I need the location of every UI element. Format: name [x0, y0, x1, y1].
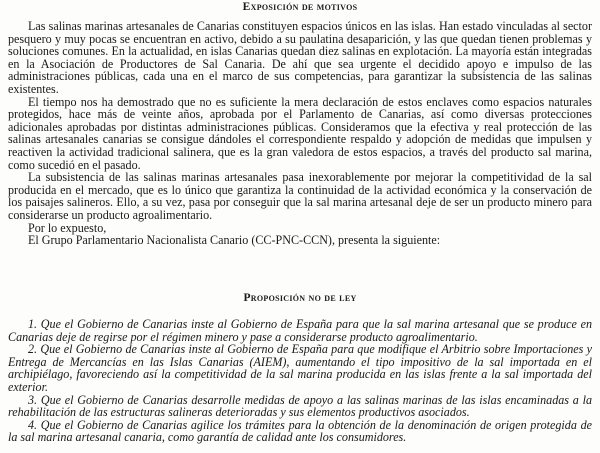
paragraph-por-lo-expuesto: Por lo expuesto, — [28, 220, 107, 235]
proposal-item-3: 3. Que el Gobierno de Canarias desarrolle medidas de apoyo a las salinas marinas de las islas encaminadas a la rehabilitación de las estructuras salineras deterioradas y sus elementos productivos asociados. — [8, 392, 592, 420]
proposal-item-4: 4. Que el Gobierno de Canarias agilice los trámites para la obtención de la denominación de origen protegida de la sal marina artesanal canaria, como garantía de calidad ante los consumidores. — [8, 417, 592, 445]
exposicion-body — [8, 20, 592, 247]
heading-exposicion-de-motivos: Exposición de motivos — [242, 1, 358, 13]
heading-exposicion-container — [0, 0, 600, 14]
heading-proposicion-no-de-ley: Proposición no de ley — [243, 292, 357, 304]
proposal-item-2: 2. Que el Gobierno de Canarias inste al Gobierno de España para que modifique el Arbitrio sobre Importaciones y Entrega de Mercancías en las Islas Canarias (AIEM), aumentando el tipo impositivo de la sal importada en el archipiélago, favoreciendo así la competitividad de la sal marina producida en las islas frente a la sal importada del exterior. — [8, 342, 592, 394]
paragraph-2: El tiempo nos ha demostrado que no es suficiente la mera declaración de estos enclaves como espacios naturales protegidos, hace más de veinte años, aprobada por el Parlamento de Canarias, así como diversas protecciones adicionales aprobadas por distintas administraciones públicas. Consideramos que la efectiva y real protección de las salinas artesanales canarias se consigue dándoles el correspondiente respaldo y adopción de medidas que impulsen y reactiven la actividad tradicional salinera, que es la gran valedora de estos espacios, a través del producto sal marina, como sucedió en el pasado. — [8, 94, 592, 172]
paragraph-3: La subsistencia de las salinas marinas artesanales pasa inexorablemente por mejorar la competitividad de la sal producida en el mercado, que es lo único que garantiza la continuidad de la actividad económica y la conservación de los paisajes salineros. Ello, a su vez, pasa por conseguir que la sal marina artesanal deje de ser un producto minero para considerarse un producto agroalimentario. — [8, 170, 592, 222]
paragraph-grupo-parlamentario: El Grupo Parlamentario Nacionalista Canario (CC-PNC-CCN), presenta la siguiente: — [28, 233, 441, 248]
heading-proposicion-container — [0, 291, 600, 305]
proposicion-body — [8, 318, 592, 444]
proposal-item-1: 1. Que el Gobierno de Canarias inste al Gobierno de España para que la sal marina artesanal que se produce en Canarias deje de regirse por el régimen minero y pase a considerarse producto agroalimentario. — [8, 317, 592, 344]
paragraph-1: Las salinas marinas artesanales de Canarias constituyen espacios únicos en las islas. Han estado vinculadas al sector pesquero y muy pocas se encuentran en activo, debido a su paulatina desaparición, y las que quedan tienen problemas y soluciones comunes. En la actualidad, en islas Canarias quedan diez salinas en explotación. La mayoría están integradas en la Asociación de Productores de Sal Canaria. De ahí que sea urgente el decidido apoyo e impulso de las administraciones públicas, cada una en el marco de sus competencias, para garantizar la subsistencia de las salinas existentes. — [8, 19, 592, 96]
